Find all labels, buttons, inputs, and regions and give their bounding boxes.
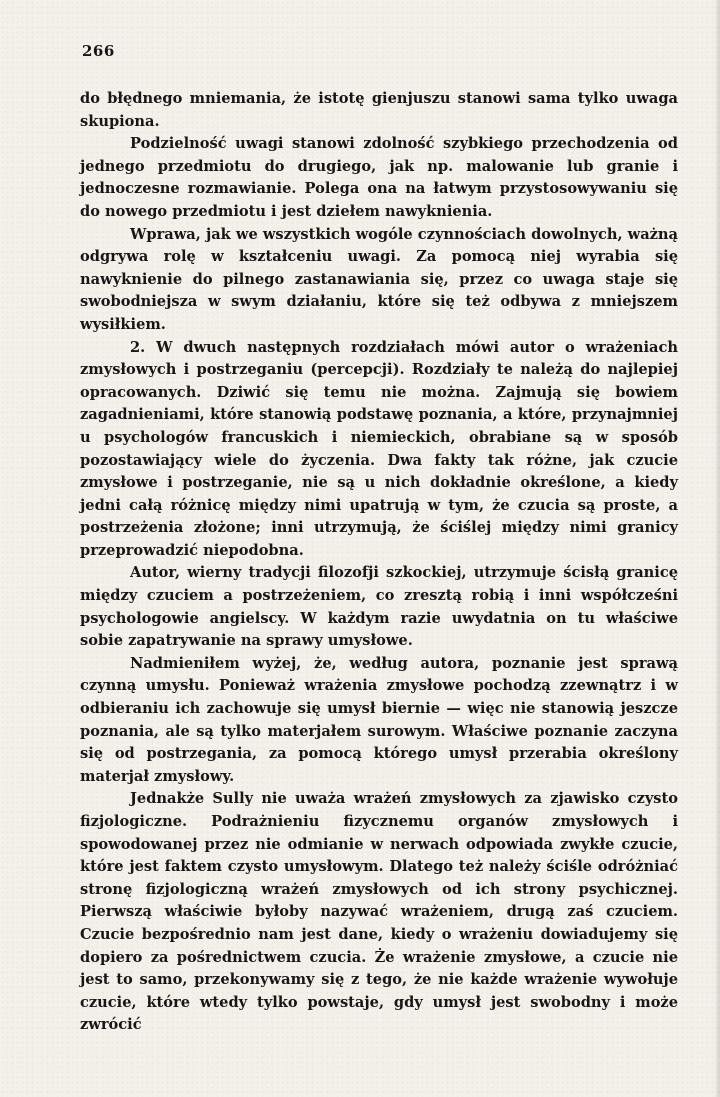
paragraph-1: do błędnego mniemania, że istotę gienjuszu stanowi sama tylko uwaga skupiona.: [80, 90, 678, 130]
page-number: 266: [82, 42, 115, 60]
paragraph-2: Podzielność uwagi stanowi zdolność szybkiego przechodzenia od jednego przedmiotu do drugiego, jak np. malowanie lub granie i jednoczesne rozmawianie. Polega ona na łatwym przystosowywaniu się do nowego przedmiotu i jest dziełem nawyknienia.: [80, 135, 678, 220]
paragraph-3: Wprawa, jak we wszystkich wogóle czynnościach dowolnych, ważną odgrywa rolę w kształceniu uwagi. Za pomocą niej wyrabia się nawyknienie do pilnego zastanawiania się, przez co uwaga staje się swobodniejsza w swym działaniu, które się też odbywa z mniejszem wysiłkiem.: [80, 225, 678, 333]
paragraph-6: Nadmieniłem wyżej, że, według autora, poznanie jest sprawą czynną umysłu. Ponieważ wrażenia zmysłowe pochodzą zzewnątrz i w odbieraniu ich zachowuje się umysł biernie — więc nie stanowią jeszcze poznania, ale są tylko materjałem surowym. Właściwe poznanie zaczyna się od postrzegania, za pomocą którego umysł przerabia określony materjał zmysłowy.: [80, 654, 678, 785]
paragraph-7: Jednakże Sully nie uważa wrażeń zmysłowych za zjawisko czysto fizjologiczne. Podrażnieniu fizycznemu organów zmysłowych i spowodowanej przez nie odmianie w nerwach odpowiada zwykłe czucie, które jest faktem czysto umysłowym. Dlatego też należy ściśle odróżniać stronę fizjologiczną wrażeń zmysłowych od ich strony psychicznej. Pierwszą właściwie byłoby nazywać wrażeniem, drugą zaś czuciem. Czucie bezpośrednio nam jest dane, kiedy o wrażeniu dowiadujemy się dopiero za pośrednictwem czucia. Że wrażenie zmysłowe, a czucie nie jest to samo, przekonywamy się z tego, że nie każde wrażenie wywołuje czucie, które wtedy tylko powstaje, gdy umysł jest swobodny i może zwrócić: [80, 790, 678, 1034]
page-edge-shadow: [714, 0, 720, 1097]
paragraph-5: Autor, wierny tradycji filozofji szkockiej, utrzymuje ścisłą granicę między czuciem a postrzeżeniem, co zresztą robią i inni współcześni psychologowie angielscy. W każdym razie uwydatnia on tu właściwe sobie zapatrywanie na sprawy umysłowe.: [80, 564, 678, 650]
paragraph-4: 2. W dwuch następnych rozdziałach mówi autor o wrażeniach zmysłowych i postrzeganiu (percepcji). Rozdziały te należą do najlepiej opracowanych. Dziwić się temu nie można. Zajmują się bowiem zagadnieniami, które stanowią podstawę poznania, a które, przynajmniej u psychologów francuskich i niemieckich, obrabiane są w sposób pozostawiający wiele do życzenia. Dwa fakty tak różne, jak czucie zmysłowe i postrzeganie, nie są u nich dokładnie określone, a kiedy jedni całą różnicę między nimi upatrują w tym, że czucia są proste, a postrzeżenia złożone; inni utrzymują, że ściślej między nimi granicy przeprowadzić niepodobna.: [80, 338, 678, 559]
body-text: [80, 88, 678, 1037]
